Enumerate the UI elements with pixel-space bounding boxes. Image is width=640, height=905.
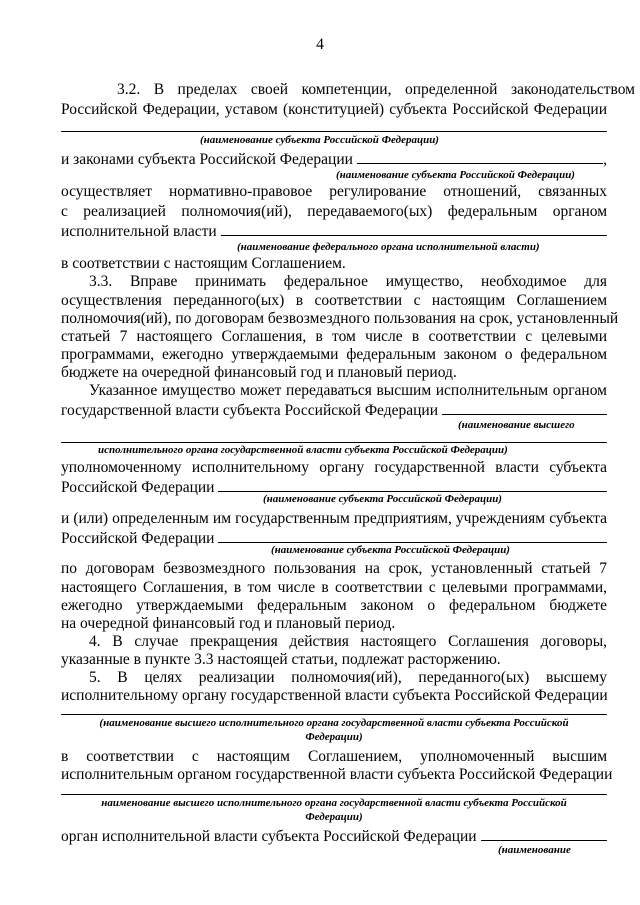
p5-caption1b: Федерации) xyxy=(305,731,363,743)
property-line8: настоящего Соглашения, в том числе в соответствии с целевыми программами, xyxy=(61,579,607,596)
p32-line3 xyxy=(61,149,607,169)
p5-line1: 5. В целях реализации полномочия(ий), переданного(ых) высшему xyxy=(89,669,607,686)
property-line5: и (или) определенным им государственным предприятиям, учреждениям субъекта xyxy=(61,510,607,527)
property-caption4: (наименование субъекта Российской Федерации) xyxy=(271,544,510,556)
p5-caption3: (наименование xyxy=(498,844,571,856)
property-caption1: (наименование высшего xyxy=(458,419,575,431)
p32-line4: осуществляет нормативно-правовое регулирование отношений, связанных xyxy=(61,183,607,200)
property-line6-text: Российской Федерации xyxy=(61,530,215,547)
p4-line1: 4. В случае прекращения действия настоящего Соглашения договоры, xyxy=(89,633,607,650)
p32-caption2: (наименование субъекта Российской Федерации) xyxy=(336,169,575,181)
p32-line2: Российской Федерации, уставом (конституцией) субъекта Российской Федерации xyxy=(61,101,607,118)
property-line2 xyxy=(61,400,607,420)
p32-caption1: (наименование субъекта Российской Федерации) xyxy=(200,134,439,146)
p32-line3-comma: , xyxy=(603,151,607,168)
p5-line4: исполнительным органом государственной власти субъекта Российской Федерации xyxy=(61,766,613,783)
p33-line1: 3.3. Вправе принимать федеральное имущество, необходимое для xyxy=(89,273,607,290)
p5-caption2b: Федерации) xyxy=(305,811,363,823)
property-line4-text: Российской Федерации xyxy=(61,479,215,496)
p5-line5-text: орган исполнительной власти субъекта Российской Федерации xyxy=(61,828,477,845)
p32-line7: в соответствии с настоящим Соглашением. xyxy=(61,255,346,272)
property-caption3: (наименование субъекта Российской Федерации) xyxy=(263,493,502,505)
p5-line2: исполнительному органу государственной власти субъекта Российской Федерации xyxy=(61,687,608,704)
p5-caption2a: наименование высшего исполнительного органа государственной власти субъекта Российской xyxy=(101,797,567,809)
blank-field xyxy=(218,528,607,543)
property-line9: ежегодно утверждаемыми федеральным законом о федеральном бюджете xyxy=(61,597,607,614)
p32-line6-text: исполнительной власти xyxy=(61,223,217,240)
blank-field xyxy=(481,826,607,841)
p5-line3: в соответствии с настоящим Соглашением, уполномоченный высшим xyxy=(61,748,607,765)
p5-caption1a: (наименование высшего исполнительного органа государственной власти субъекта Российской xyxy=(99,717,569,729)
blank-field xyxy=(357,149,603,164)
p4-line2: указанные в пункте 3.3 настоящей статьи, подлежат расторжению. xyxy=(61,651,501,668)
p33-line4: статьей 7 настоящего Соглашения, в том числе в соответствии с целевыми xyxy=(61,328,607,345)
property-line3: уполномоченному исполнительному органу государственной власти субъекта xyxy=(61,459,607,476)
blank-field xyxy=(442,400,607,415)
p32-line1: 3.2. В пределах своей компетенции, определенной законодательством xyxy=(117,81,635,98)
property-caption2: исполнительного органа государственной власти субъекта Российской Федерации) xyxy=(98,444,508,456)
p32-line3-text: и законами субъекта Российской Федерации xyxy=(61,151,353,168)
p33-line2: осуществления переданного(ых) в соответствии с настоящим Соглашением xyxy=(61,292,607,309)
p33-line3: полномочия(ий), по договорам безвозмездного пользования на срок, установленный xyxy=(61,310,619,327)
property-line7: по договорам безвозмездного пользования на срок, установленный статьей 7 xyxy=(61,560,607,577)
p33-line5: программами, ежегодно утверждаемыми федеральным законом о федеральном xyxy=(61,346,607,363)
property-line10: на очередной финансовый год и плановый период. xyxy=(61,615,396,632)
property-line2-text: государственной власти субъекта Российской Федерации xyxy=(61,402,439,419)
blank-line xyxy=(61,714,607,715)
p33-line6: бюджете на очередной финансовый год и плановый период. xyxy=(61,364,457,381)
p32-line5: с реализацией полномочия(ий), передаваемого(ых) федеральным органом xyxy=(61,203,607,220)
p32-caption3: (наименование федерального органа исполнительной власти) xyxy=(237,241,540,253)
blank-field xyxy=(218,477,607,492)
page-number: 4 xyxy=(316,36,324,53)
blank-line xyxy=(61,794,607,795)
blank-field xyxy=(221,221,607,236)
property-line1: Указанное имущество может передаваться высшим исполнительным органом xyxy=(89,382,607,399)
p32-line6 xyxy=(61,221,607,241)
blank-line xyxy=(61,131,607,132)
